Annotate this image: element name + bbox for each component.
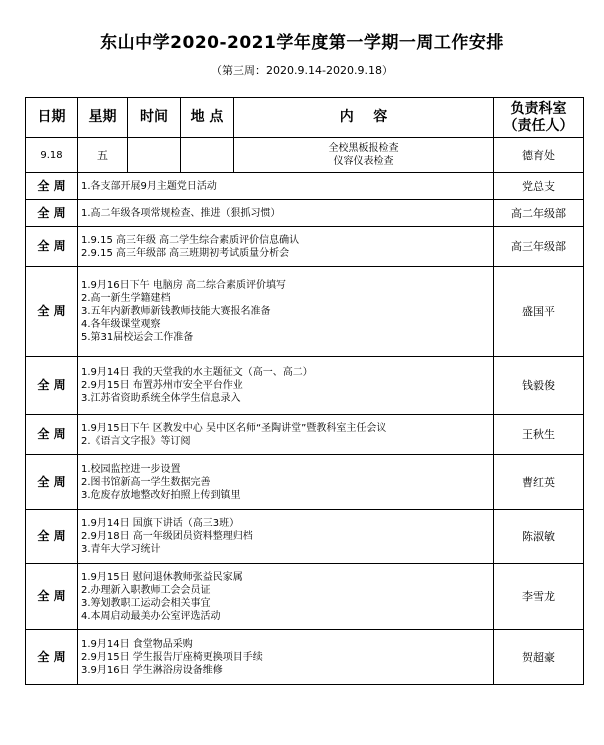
column-header-weekday: 星期 <box>78 98 128 138</box>
content-line: 1.9月15日 慰问退休教师张益民家属 <box>81 571 243 583</box>
column-header-content: 内 容 <box>234 98 494 138</box>
column-header-date: 日期 <box>26 98 78 138</box>
row-content <box>78 200 494 227</box>
row-date: 全 周 <box>26 173 78 200</box>
row-content <box>234 138 494 173</box>
row-date: 全 周 <box>26 357 78 415</box>
row-content <box>78 173 494 200</box>
row-time <box>128 138 181 173</box>
column-header-place: 地 点 <box>181 98 234 138</box>
content-line: 1.9月14日 我的天堂我的水主题征文（高一、高二） <box>81 367 313 378</box>
row-date: 全 周 <box>26 630 78 685</box>
content-line: 3.五年内新教师新钱教师技能大赛报名准备 <box>81 306 271 317</box>
content-line: 2.高一新生学籍建档 <box>81 293 171 304</box>
content-line: 2.办理新入职教师工会会员证 <box>81 584 211 596</box>
row-weekday: 五 <box>78 138 128 173</box>
page-title: 东山中学2020-2021学年度第一学期一周工作安排 <box>100 33 504 53</box>
row-date: 全 周 <box>26 200 78 227</box>
content-line: 全校黑板报检查 <box>328 143 399 154</box>
table-row <box>26 630 584 685</box>
table-header-row <box>26 98 584 138</box>
row-content <box>78 510 494 564</box>
row-dept: 高三年级部 <box>494 227 584 267</box>
content-line: 1.高二年级各项常规检查、推进（狠抓习惯） <box>81 207 281 219</box>
content-line: 2.图书馆新高一学生数据完善 <box>81 476 211 488</box>
row-content <box>78 357 494 415</box>
content-line: 4.各年级课堂观察 <box>81 319 161 330</box>
table-row <box>26 564 584 630</box>
row-dept: 党总支 <box>494 173 584 200</box>
table-row <box>26 415 584 455</box>
row-dept: 高二年级部 <box>494 200 584 227</box>
row-date: 全 周 <box>26 564 78 630</box>
content-line: 3.筹划教职工运动会相关事宜 <box>81 597 211 609</box>
table-row <box>26 200 584 227</box>
content-line: 1.9月15日下午 区教发中心 吴中区名师“圣陶讲堂”暨教科室主任会议 <box>81 422 387 434</box>
row-content <box>78 415 494 455</box>
row-dept: 陈淑敏 <box>494 510 584 564</box>
row-place <box>181 138 234 173</box>
row-dept: 贺超豪 <box>494 630 584 685</box>
content-line: 2.9月15日 布置苏州市安全平台作业 <box>81 380 243 391</box>
column-header-time: 时间 <box>128 98 181 138</box>
row-date: 全 周 <box>26 267 78 357</box>
dept-header-line1: 负责科室 <box>510 100 567 117</box>
week-range-subtitle: （第三周：2020.9.14-2020.9.18） <box>211 64 393 77</box>
table-row <box>26 510 584 564</box>
dept-header-line2: （责任人） <box>503 117 574 134</box>
row-date: 全 周 <box>26 510 78 564</box>
row-dept: 李雪龙 <box>494 564 584 630</box>
content-line: 3.江苏省资助系统全体学生信息录入 <box>81 393 241 404</box>
table-row <box>26 267 584 357</box>
content-line: 1.9.15 高三年级 高二学生综合素质评价信息确认 <box>81 234 300 246</box>
content-line: 3.青年大学习统计 <box>81 544 161 555</box>
content-line: 1.9月14日 国旗下讲话（高三3班） <box>81 518 240 529</box>
row-date: 9.18 <box>26 138 78 173</box>
row-date: 全 周 <box>26 455 78 510</box>
content-line: 4.本周启动最美办公室评选活动 <box>81 610 221 622</box>
table-row <box>26 357 584 415</box>
row-date: 全 周 <box>26 415 78 455</box>
table-row <box>26 173 584 200</box>
row-content <box>78 630 494 685</box>
content-line: 2.9.15 高三年级部 高三班期初考试质量分析会 <box>81 247 290 259</box>
row-dept: 钱毅俊 <box>494 357 584 415</box>
content-line: 1.9月16日下午 电脑房 高二综合素质评价填写 <box>81 280 286 291</box>
row-content <box>78 267 494 357</box>
row-dept: 曹红英 <box>494 455 584 510</box>
content-line: 2.9月15日 学生报告厅座椅更换项目手续 <box>81 651 263 663</box>
table-row <box>26 138 584 173</box>
row-dept: 盛国平 <box>494 267 584 357</box>
content-line: 2.9月18日 高一年级团员资料整理归档 <box>81 531 253 542</box>
content-line: 2.《语言文字报》等订阅 <box>81 435 191 447</box>
row-dept: 王秋生 <box>494 415 584 455</box>
row-date: 全 周 <box>26 227 78 267</box>
column-header-dept <box>494 98 584 138</box>
row-dept: 德育处 <box>494 138 584 173</box>
table-row <box>26 227 584 267</box>
content-line: 1.各支部开展9月主题党日活动 <box>81 180 217 192</box>
row-content <box>78 227 494 267</box>
content-line: 1.9月14日 食堂物品采购 <box>81 638 193 650</box>
row-content <box>78 455 494 510</box>
content-line: 3.危废存放地整改好拍照上传到镇里 <box>81 489 241 501</box>
content-line: 3.9月16日 学生淋浴房设备维修 <box>81 664 223 676</box>
content-line: 1.校园监控进一步设置 <box>81 463 181 475</box>
table-row <box>26 455 584 510</box>
row-content <box>78 564 494 630</box>
schedule-table <box>25 97 584 685</box>
content-line: 5.第31届校运会工作准备 <box>81 332 194 343</box>
content-line: 仪容仪表检查 <box>333 156 394 167</box>
